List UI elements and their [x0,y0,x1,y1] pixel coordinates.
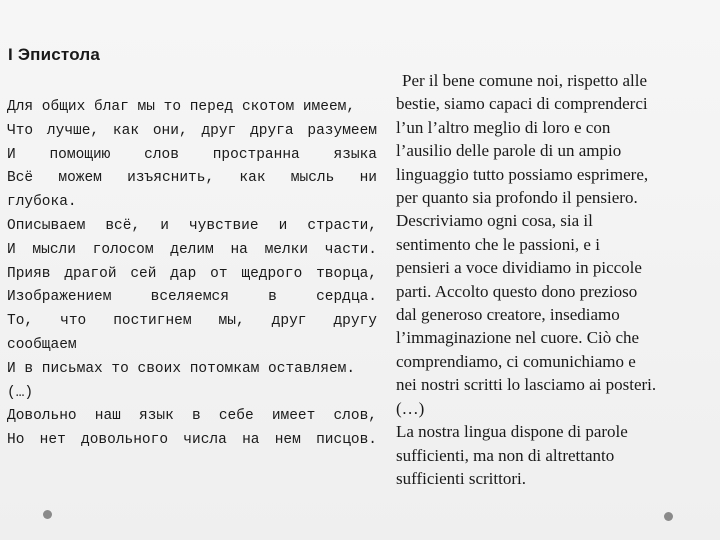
russian-line: И в письмах то своих потомкам оставляем. [7,360,356,377]
russian-line: Описываем всё, и чувствие и страсти, [7,217,377,234]
italian-line: l’ausilio delle parole di un ampio [396,141,622,161]
italian-line: nei nostri scritti lo lasciamo ai posteri. [396,375,657,395]
italian-line: dal generoso creatore, insediamo [396,305,620,325]
italian-line: Descriviamo ogni cosa, sia il [396,211,593,231]
bullet-dot-icon [43,510,52,519]
russian-line: Прияв драгой сей дар от щедрого творца, [7,265,377,282]
russian-line: Изображением вселяемся в сердца. [7,289,377,306]
russian-line: (…) [7,384,34,401]
russian-line: Но нет довольного числа на нем писцов. [7,432,377,449]
bullet-dot-icon [664,512,673,521]
italian-line: sentimento che le passioni, e i [396,234,600,254]
italian-line: La nostra lingua dispone di parole [396,422,628,442]
russian-line: Всё можем изъяснить, как мысль ни [7,170,377,187]
italian-translation-text [396,69,702,490]
italian-line: parti. Accolto questo dono prezioso [396,281,638,301]
russian-poem-text [7,96,377,453]
russian-line: глубока. [7,194,77,211]
page-title: I Эпистола [8,45,101,64]
russian-line: сообщаем [7,336,77,353]
russian-line: Что лучше, как они, друг друга разумеем [7,122,377,139]
italian-line: l’immaginazione nel cuore. Ciò che [396,328,640,348]
italian-line: pensieri a voce dividiamo in piccole [396,258,642,278]
russian-line: Для общих благ мы то перед скотом имеем, [7,99,356,115]
italian-line: Per il bene comune noi, rispetto alle [402,71,648,90]
italian-line: sufficienti, ma non di altrettanto [396,445,615,465]
russian-line: Довольно наш язык в себе имеет слов, [7,408,377,425]
italian-line: linguaggio tutto possiamo esprimere, [396,164,649,184]
russian-line: И мысли голосом делим на мелки части. [7,241,377,258]
russian-line: И помощию слов пространна языка [7,146,377,163]
italian-line: sufficienti scrittori. [396,468,526,488]
italian-line: comprendiamo, ci comunichiamo e [396,351,636,371]
russian-line: То, что постигнем мы, друг другу [7,313,377,330]
italian-line: l’un l’altro meglio di loro e con [396,117,611,137]
italian-line: per quanto sia profondo il pensiero. [396,188,638,208]
italian-line: bestie, siamo capaci di comprenderci [396,94,648,114]
italian-line: (…) [396,398,425,418]
